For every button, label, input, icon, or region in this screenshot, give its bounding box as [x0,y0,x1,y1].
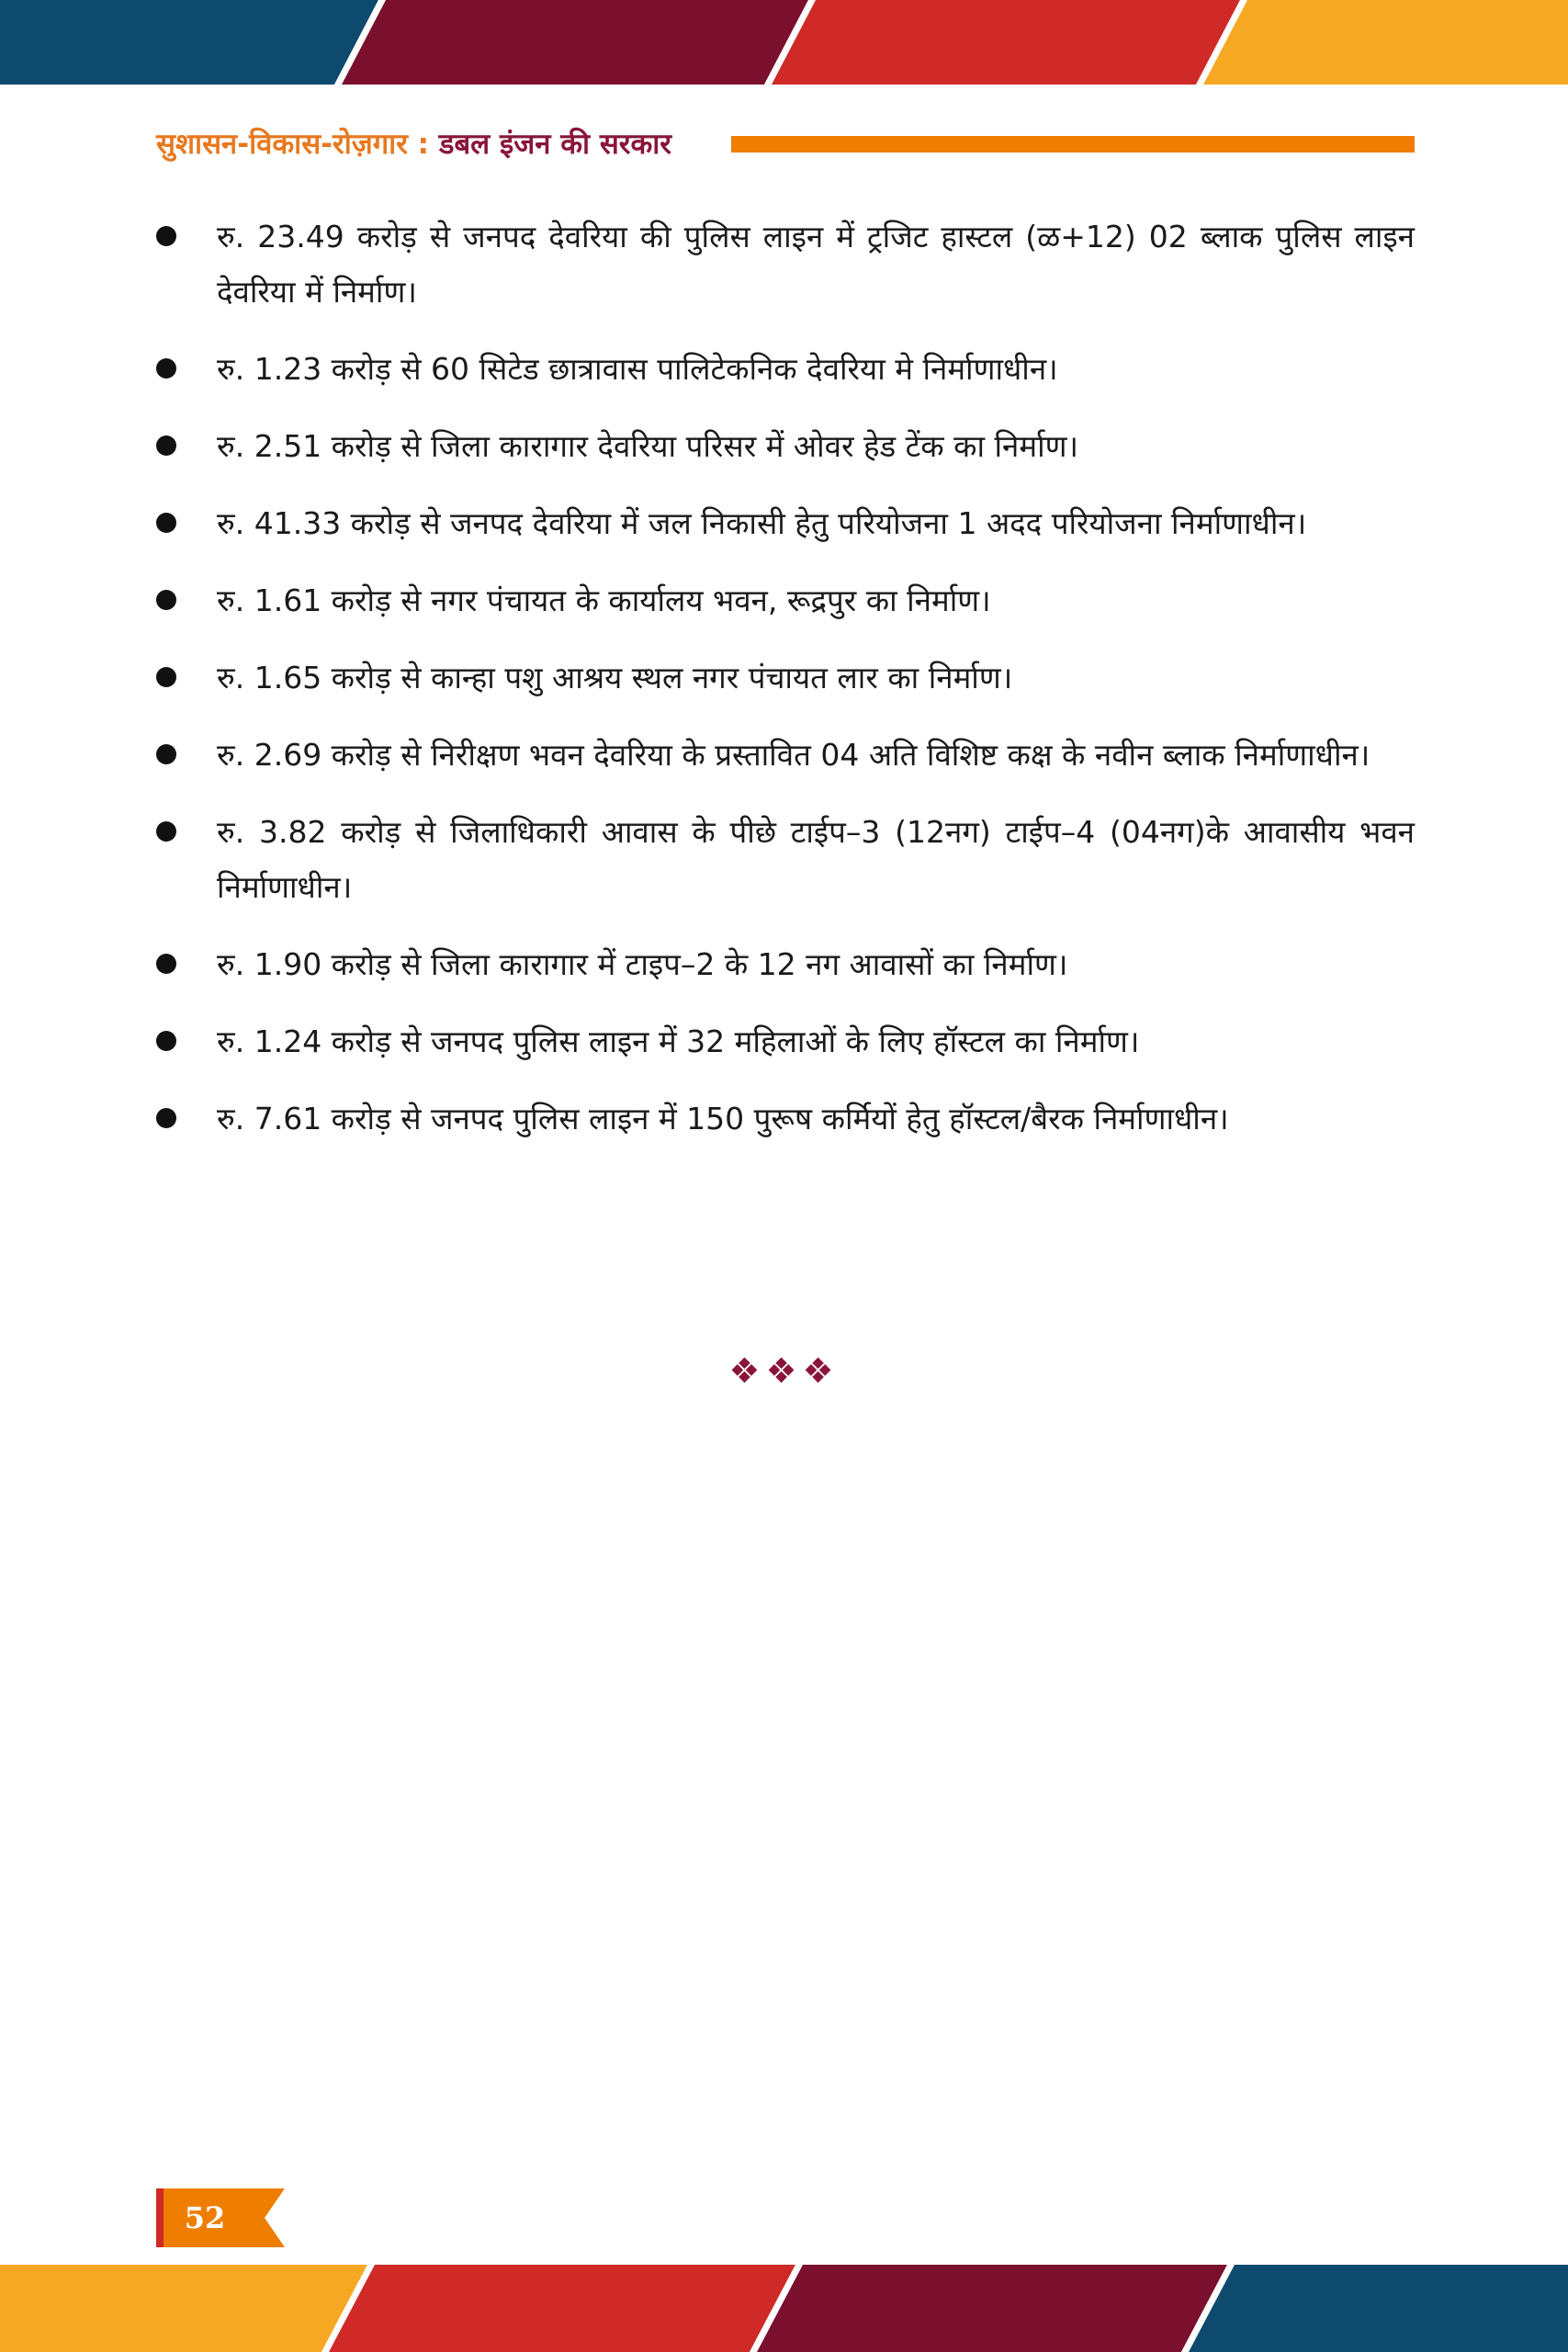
bullet-icon [156,358,176,379]
bullet-icon [156,1031,176,1051]
list-item-text: रु. 1.24 करोड़ से जनपद पुलिस लाइन में 32 महिलाओं के लिए हॉस्टल का निर्माण। [217,1023,1140,1059]
bottom-decorative-band [0,2265,1568,2352]
header-title-part2: डबल इंजन की सरकार [438,128,671,161]
bullet-icon [156,744,176,764]
list-item [156,419,1415,474]
list-item [156,573,1415,628]
list-item-text: रु. 7.61 करोड़ से जनपद पुलिस लाइन में 150 पुरूष कर्मियों हेतु हॉस्टल/बैरक निर्माणाधीन। [217,1101,1229,1136]
list-item [156,650,1415,706]
ornament-divider-icon: ❖❖❖ [728,1351,840,1391]
bullet-icon [156,821,176,842]
list-item [156,805,1415,915]
list-item-text: रु. 1.61 करोड़ से नगर पंचायत के कार्यालय भवन, रूद्रपुर का निर्माण। [217,582,991,618]
bullet-icon [156,435,176,456]
list-item-text: रु. 23.49 करोड़ से जनपद देवरिया की पुलिस लाइन में ट्रजिट हास्टल (ळ+12) 02 ब्लाक पुलिस लाइन देवरिया में निर्माण। [217,219,1415,310]
bullet-icon [156,590,176,610]
bullet-icon [156,1108,176,1128]
list-item-text: रु. 1.65 करोड़ से कान्हा पशु आश्रय स्थल नगर पंचायत लार का निर्माण। [217,660,1013,695]
list-item [156,937,1415,992]
top-decorative-band [0,0,1568,85]
header-title [156,121,671,167]
page-number: 52 [184,2200,226,2235]
bullet-icon [156,513,176,533]
list-item [156,1014,1415,1069]
header-title-part1: सुशासन-विकास-रोज़गार : [156,128,439,161]
list-item-text: रु. 3.82 करोड़ से जिलाधिकारी आवास के पीछे टाईप–3 (12नग) टाईप–4 (04नग)के आवासीय भवन निर्माणाधीन। [217,814,1415,905]
bullet-icon [156,667,176,687]
list-item-text: रु. 2.69 करोड़ से निरीक्षण भवन देवरिया के प्रस्तावित 04 अति विशिष्ट कक्ष के नवीन ब्लाक निर्माणाधीन। [217,737,1371,773]
list-item [156,728,1415,783]
list-item [156,1091,1415,1147]
bullet-list [156,209,1415,1169]
list-item [156,496,1415,551]
list-item [156,342,1415,397]
list-item-text: रु. 2.51 करोड़ से जिला कारागार देवरिया परिसर में ओवर हेड टेंक का निर्माण। [217,428,1079,464]
bullet-icon [156,954,176,974]
header-rule [731,136,1415,153]
page-number-tab [156,2188,285,2247]
list-item-text: रु. 1.23 करोड़ से 60 सिटेड छात्रावास पालिटेकनिक देवरिया मे निर्माणाधीन। [217,351,1058,387]
list-item-text: रु. 41.33 करोड़ से जनपद देवरिया में जल निकासी हेतु परियोजना 1 अदद परियोजना निर्माणाधीन। [217,505,1307,541]
list-item [156,209,1415,320]
running-header [156,121,1415,167]
list-item-text: रु. 1.90 करोड़ से जिला कारागार में टाइप–2 के 12 नग आवासों का निर्माण। [217,946,1068,982]
bullet-icon [156,226,176,246]
